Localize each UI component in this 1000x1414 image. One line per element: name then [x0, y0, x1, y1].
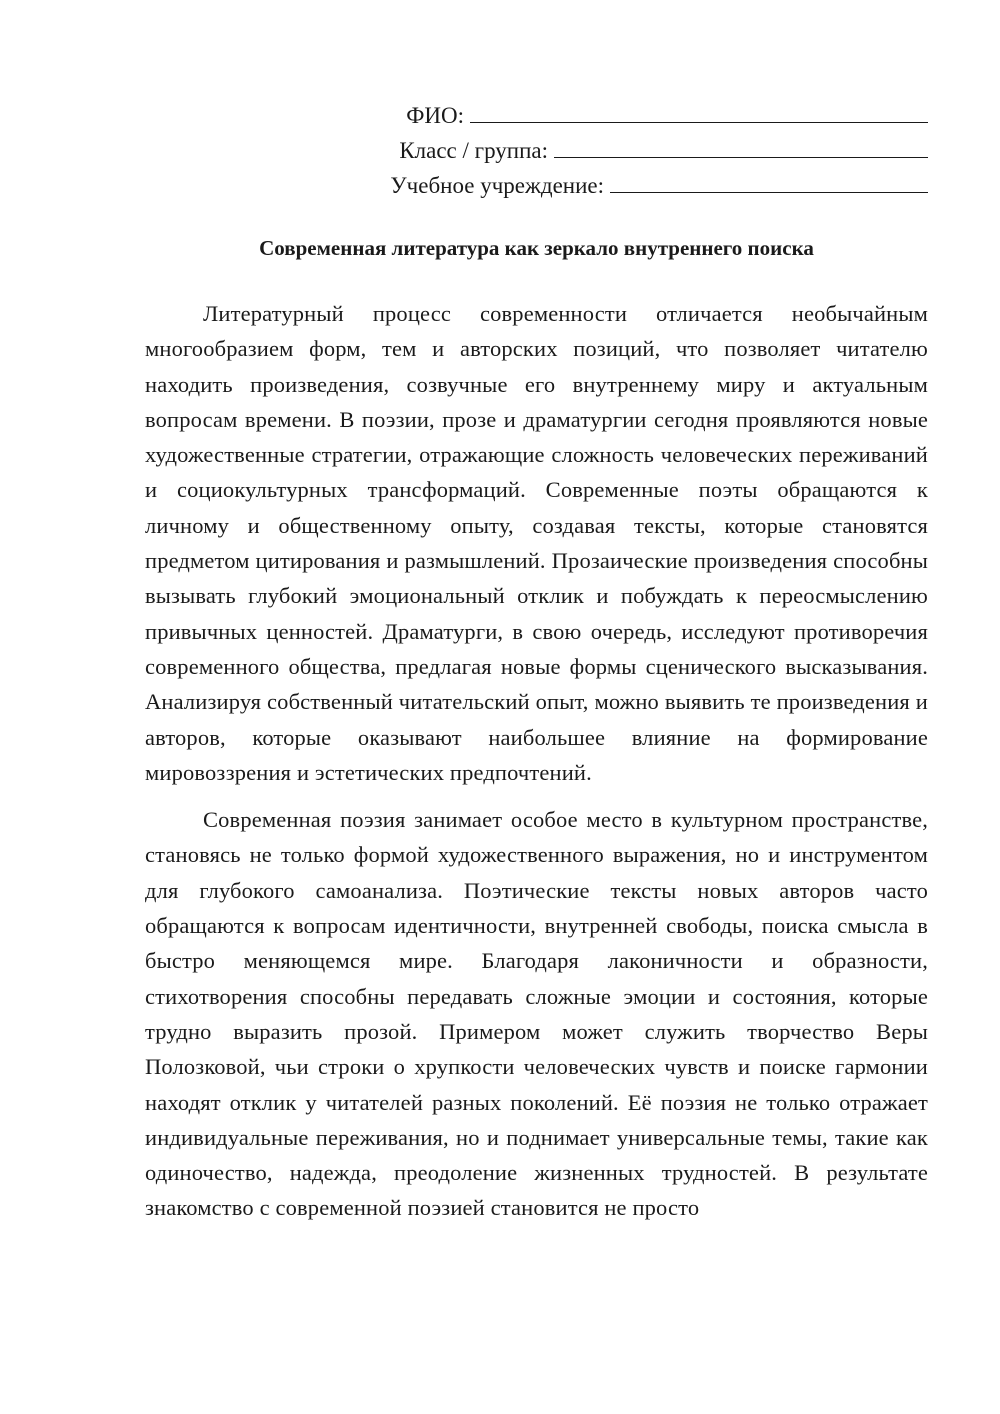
document-body: [145, 296, 928, 1226]
fio-blank-line: [470, 122, 928, 123]
student-info-block: [328, 94, 928, 199]
class-label: Класс / группа:: [399, 138, 548, 163]
document-title: Современная литература как зеркало внутреннего поиска: [259, 236, 814, 260]
school-blank-line: [610, 192, 928, 193]
paragraph: Литературный процесс современности отличается необычайным многообразием форм, тем и авторских позиций, что позволяет читателю находить произведения, созвучные его внутреннему миру и актуальным вопросам времени. В поэзии, прозе и драматургии сегодня проявляются новые художественные стратегии, отражающие сложность человеческих переживаний и социокультурных трансформаций. Современные поэты обращаются к личному и общественному опыту, создавая тексты, которые становятся предметом цитирования и размышлений. Прозаические произведения способны вызывать глубокий эмоциональный отклик и побуждать к переосмыслению привычных ценностей. Драматурги, в свою очередь, исследуют противоречия современного общества, предлагая новые формы сценического высказывания. Анализируя собственный читательский опыт, можно выявить те произведения и авторов, которые оказывают наибольшее влияние на формирование мировоззрения и эстетических предпочтений.: [145, 301, 928, 785]
fio-field-row: [328, 94, 928, 129]
school-label: Учебное учреждение:: [390, 173, 604, 198]
school-field-row: [328, 164, 928, 199]
class-field-row: [328, 129, 928, 164]
fio-label: ФИО:: [406, 103, 464, 128]
paragraph: Современная поэзия занимает особое место в культурном пространстве, становясь не только формой художественного выражения, но и инструментом для глубокого самоанализа. Поэтические тексты новых авторов часто обращаются к вопросам идентичности, внутренней свободы, поиска смысла в быстро меняющемся мире. Благодаря лаконичности и образности, стихотворения способны передавать сложные эмоции и состояния, которые трудно выразить прозой. Примером может служить творчество Веры Полозковой, чьи строки о хрупкости человеческих чувств и поиске гармонии находят отклик у читателей разных поколений. Её поэзия не только отражает индивидуальные переживания, но и поднимает универсальные темы, такие как одиночество, надежда, преодоление жизненных трудностей. В результате знакомство с современной поэзией становится не просто: [145, 807, 928, 1221]
class-blank-line: [554, 157, 928, 158]
